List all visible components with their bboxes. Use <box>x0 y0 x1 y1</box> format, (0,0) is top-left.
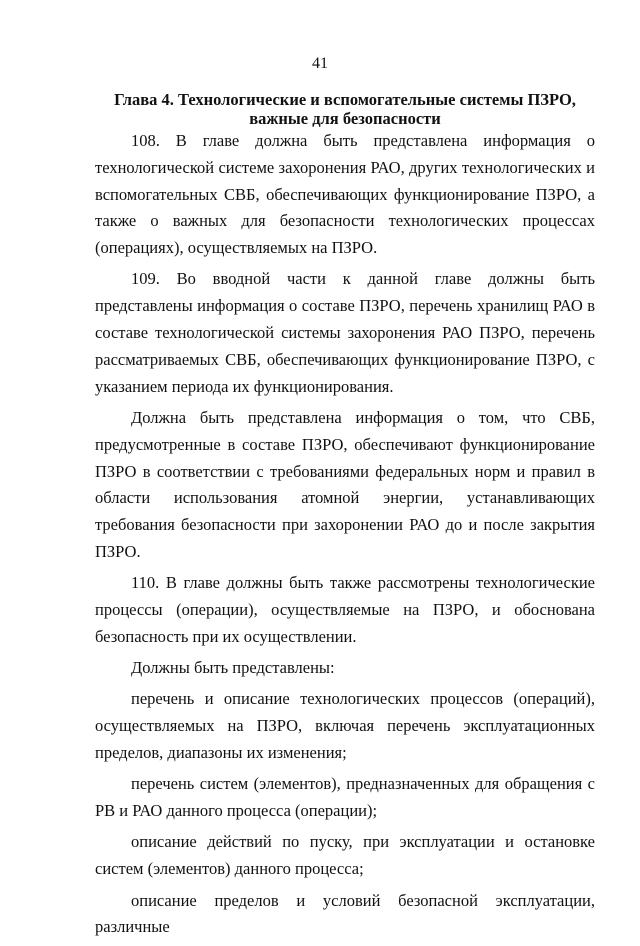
paragraph-list-actions: описание действий по пуску, при эксплуатации и остановке систем (элементов) данного процесса; <box>95 832 595 879</box>
paragraph-list-processes: перечень и описание технологических процессов (операций), осуществляемых на ПЗРО, включая перечень эксплуатационных пределов, диапазоны их изменения; <box>95 689 595 763</box>
chapter-title: Глава 4. Технологические и вспомогательные системы ПЗРО, важные для безопасности <box>114 90 576 128</box>
paragraph-110: 110. В главе должны быть также рассмотрены технологические процессы (операции), осуществляемые на ПЗРО, и обоснована безопасность при их осуществлении. <box>95 573 595 646</box>
paragraph-108: 108. В главе должна быть представлена информация о технологической системе захоронения РАО, других технологических и вспомогательных СВБ, обеспечивающих функционирование ПЗРО, а также о важных для безопасности технологических процессах (операциях), осуществляемых на ПЗРО. <box>95 131 595 258</box>
paragraph-list-systems: перечень систем (элементов), предназначенных для обращения с РВ и РАО данного процесса (операции); <box>95 774 595 821</box>
page-number: 41 <box>312 55 328 72</box>
paragraph-109: 109. Во вводной части к данной главе должны быть представлены информация о составе ПЗРО, перечень хранилищ РАО в составе технологической системы захоронения РАО ПЗРО, перечень рассматриваемых СВБ, обеспечивающих функционирование ПЗРО, с указанием периода их функционирования. <box>95 269 595 396</box>
paragraph-required-intro: Должны быть представлены: <box>131 658 335 678</box>
paragraph-svb-info: Должна быть представлена информация о том, что СВБ, предусмотренные в составе ПЗРО, обеспечивают функционирование ПЗРО в соответствии с требованиями федеральных норм и правил в области использования атомной энергии, устанавливающих требования безопасности при захоронении РАО до и после закрытия ПЗРО. <box>95 407 595 561</box>
body-text <box>95 128 595 946</box>
paragraph-list-limits: описание пределов и условий безопасной эксплуатации, различные <box>95 890 595 937</box>
